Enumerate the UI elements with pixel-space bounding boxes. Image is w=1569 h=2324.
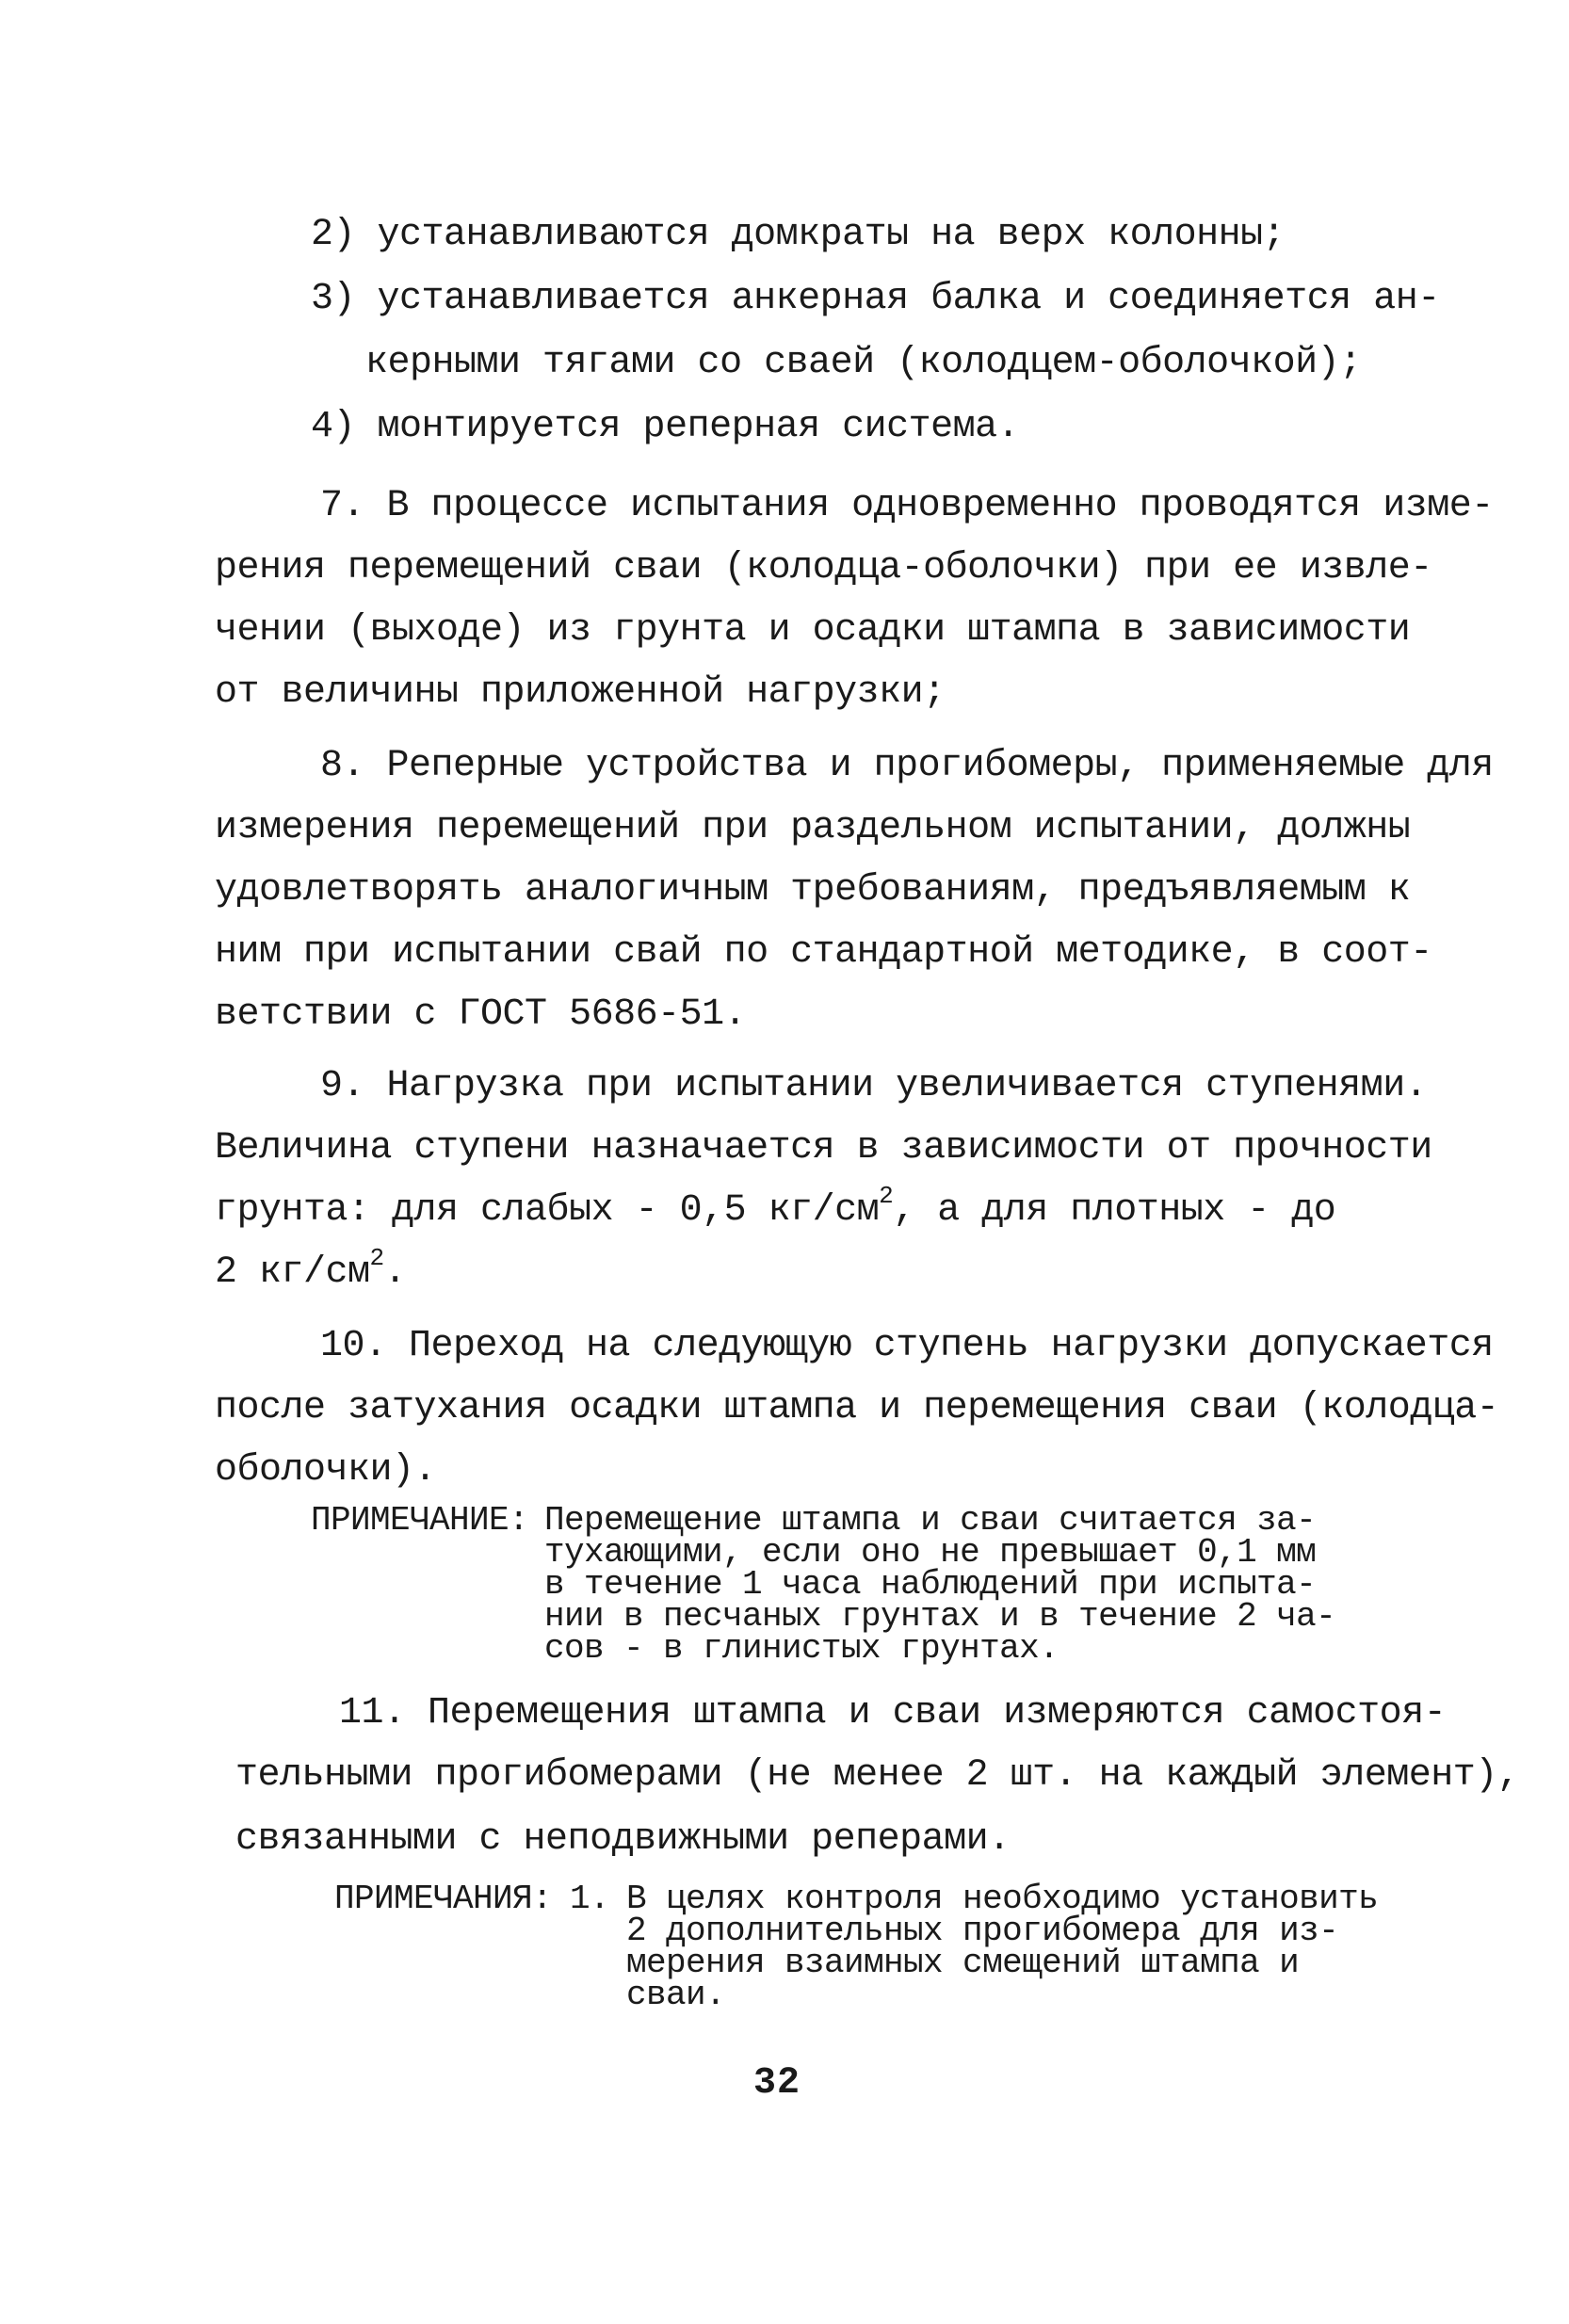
page-number: 32 xyxy=(753,2062,801,2105)
para10-line1: 10. Переход на следующую ступень нагрузки допускается xyxy=(320,1325,1494,1367)
para9-line1: 9. Нагрузка при испытании увеличивается ступенями. xyxy=(320,1065,1428,1107)
para9-line4 xyxy=(215,1244,407,1296)
list-item-3: 3) устанавливается анкерная балка и соединяется ан- xyxy=(311,278,1440,320)
note1-body xyxy=(544,1501,1336,1668)
list-item-2: 2) устанавливаются домкраты на верх колонны; xyxy=(311,214,1286,256)
list-item-3-continuation: керными тягами со сваей (колодцем-оболочкой); xyxy=(365,342,1362,384)
exponent: 2 xyxy=(879,1182,894,1210)
note1-line: Перемещение штампа и сваи считается за- xyxy=(544,1501,1317,1540)
para9-line4-start: 2 кг/см xyxy=(215,1251,370,1294)
para11-line3: связанными с неподвижными реперами. xyxy=(235,1818,1011,1861)
para8-line1: 8. Реперные устройства и прогибомеры, применяемые для xyxy=(320,745,1494,787)
note2-line: 2 дополнительных прогибомера для из- xyxy=(626,1912,1339,1950)
para10-line2: после затухания осадки штампа и перемещения сваи (колодца- xyxy=(215,1387,1499,1429)
para11-line1: 11. Перемещения штампа и сваи измеряются самостоя- xyxy=(339,1692,1447,1735)
note2-label: ПРИМЕЧАНИЯ: xyxy=(334,1880,553,1918)
note1-line: сов - в глинистых грунтах. xyxy=(544,1629,1059,1668)
para7-line4: от величины приложенной нагрузки; xyxy=(215,671,946,714)
note1-label: ПРИМЕЧАНИЕ: xyxy=(311,1501,529,1540)
para10-line3: оболочки). xyxy=(215,1449,437,1492)
para7-line1: 7. В процессе испытания одновременно проводятся изме- xyxy=(320,485,1494,527)
para7-line3: чении (выходе) из грунта и осадки штампа в зависимости xyxy=(215,609,1411,652)
para9-line3-end: , а для плотных - до xyxy=(893,1189,1336,1232)
para8-line3: удовлетворять аналогичным требованиям, предъявляемым к xyxy=(215,869,1411,912)
para7-line2: рения перемещений сваи (колодца-оболочки) при ее извле- xyxy=(215,547,1432,589)
note2-line: мерения взаимных смещений штампа и xyxy=(626,1944,1300,1982)
note1-line: в течение 1 часа наблюдений при испыта- xyxy=(544,1565,1317,1604)
note1-line: тухающими, если оно не превышает 0,1 мм xyxy=(544,1533,1317,1572)
note2-number: 1. xyxy=(570,1880,610,1918)
exponent: 2 xyxy=(369,1244,384,1272)
para9-line2: Величина ступени назначается в зависимости от прочности xyxy=(215,1127,1432,1170)
para8-line4: ним при испытании свай по стандартной методике, в соот- xyxy=(215,931,1432,974)
para9-line4-end: . xyxy=(383,1251,407,1294)
note2-line: В целях контроля необходимо установить xyxy=(626,1880,1379,1918)
para8-line5: ветствии с ГОСТ 5686-51. xyxy=(215,993,747,1036)
para9-line3-start: грунта: для слабых - 0,5 кг/см xyxy=(215,1189,880,1232)
para9-line3 xyxy=(215,1182,1336,1234)
note1-line: нии в песчаных грунтах и в течение 2 ча- xyxy=(544,1597,1336,1636)
note2-line: сваи. xyxy=(626,1976,726,2014)
note2-body xyxy=(626,1880,1379,2014)
para8-line2: измерения перемещений при раздельном испытании, должны xyxy=(215,807,1411,849)
para11-line2: тельными прогибомерами (не менее 2 шт. на каждый элемент), xyxy=(235,1754,1520,1797)
list-item-4: 4) монтируется реперная система. xyxy=(311,406,1020,448)
